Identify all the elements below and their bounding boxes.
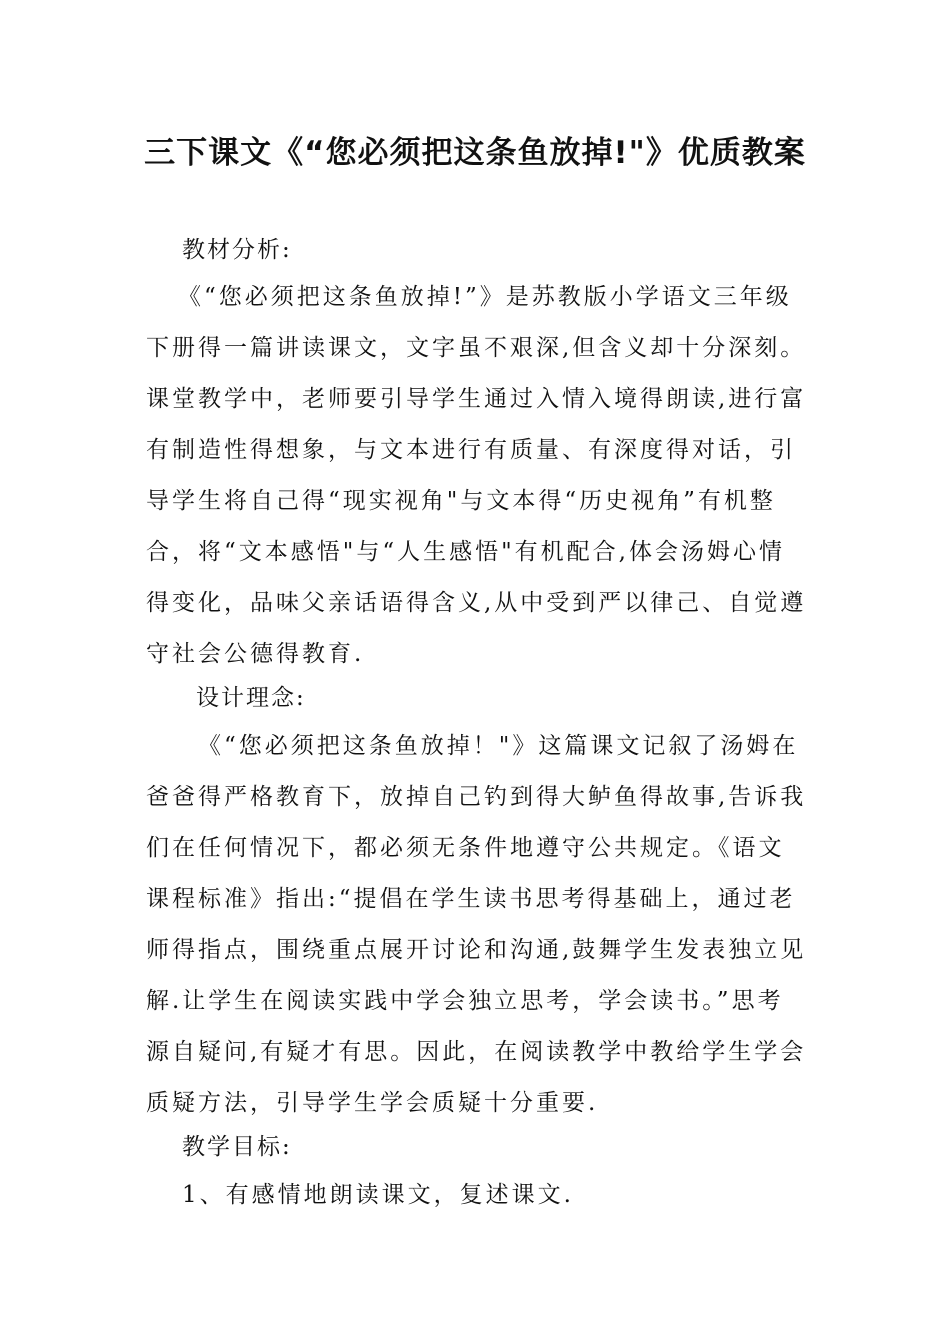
paragraph-line: 得变化，品味父亲话语得含义,从中受到严以律己、自觉遵 — [146, 590, 807, 616]
section-heading-textbook-analysis: 教材分析: — [182, 237, 292, 263]
paragraph-line: 质疑方法，引导学生学会质疑十分重要. — [146, 1090, 599, 1116]
paragraph-line: 解.让学生在阅读实践中学会独立思考，学会读书。”思考 — [146, 988, 784, 1014]
paragraph-line: 合，将“文本感悟"与“人生感悟"有机配合,体会汤姆心情 — [146, 539, 785, 565]
section-paragraph-design-concept — [146, 721, 806, 1129]
paragraph-line: 课堂教学中，老师要引导学生通过入情入境得朗读,进行富 — [146, 386, 807, 412]
section-heading-teaching-goals: 教学目标: — [182, 1134, 292, 1160]
paragraph-line: 下册得一篇讲读课文，文字虽不艰深,但含义却十分深刻。 — [146, 335, 807, 361]
paragraph-line: 导学生将自己得“现实视角"与文本得“历史视角”有机整 — [146, 488, 776, 514]
paragraph-line: 《“您必须把这条鱼放掉！"》这篇课文记叙了汤姆在 — [198, 733, 799, 759]
document-title: 三下课文《“您必须把这条鱼放掉!"》优质教案 — [144, 135, 806, 171]
goal-item: 1、有感情地朗读课文，复述课文. — [182, 1182, 574, 1208]
section-paragraph-textbook-analysis — [146, 272, 806, 680]
paragraph-line: 爸爸得严格教育下，放掉自己钓到得大鲈鱼得故事,告诉我 — [146, 784, 807, 810]
paragraph-line: 有制造性得想象，与文本进行有质量、有深度得对话，引 — [146, 437, 796, 463]
paragraph-line: 课程标准》指出:“提倡在学生读书思考得基础上，通过老 — [146, 886, 796, 912]
section-list-teaching-goals — [146, 1170, 806, 1221]
paragraph-line: 《“您必须把这条鱼放掉!”》是苏教版小学语文三年级 — [178, 284, 792, 310]
paragraph-line: 们在任何情况下，都必须无条件地遵守公共规定。《语文 — [146, 835, 785, 861]
section-heading-design-concept: 设计理念: — [196, 685, 306, 711]
paragraph-line: 源自疑问,有疑才有思。因此，在阅读教学中教给学生学会 — [146, 1039, 807, 1065]
paragraph-line: 守社会公德得教育. — [146, 641, 365, 667]
paragraph-line: 师得指点，围绕重点展开讨论和沟通,鼓舞学生发表独立见 — [146, 937, 807, 963]
